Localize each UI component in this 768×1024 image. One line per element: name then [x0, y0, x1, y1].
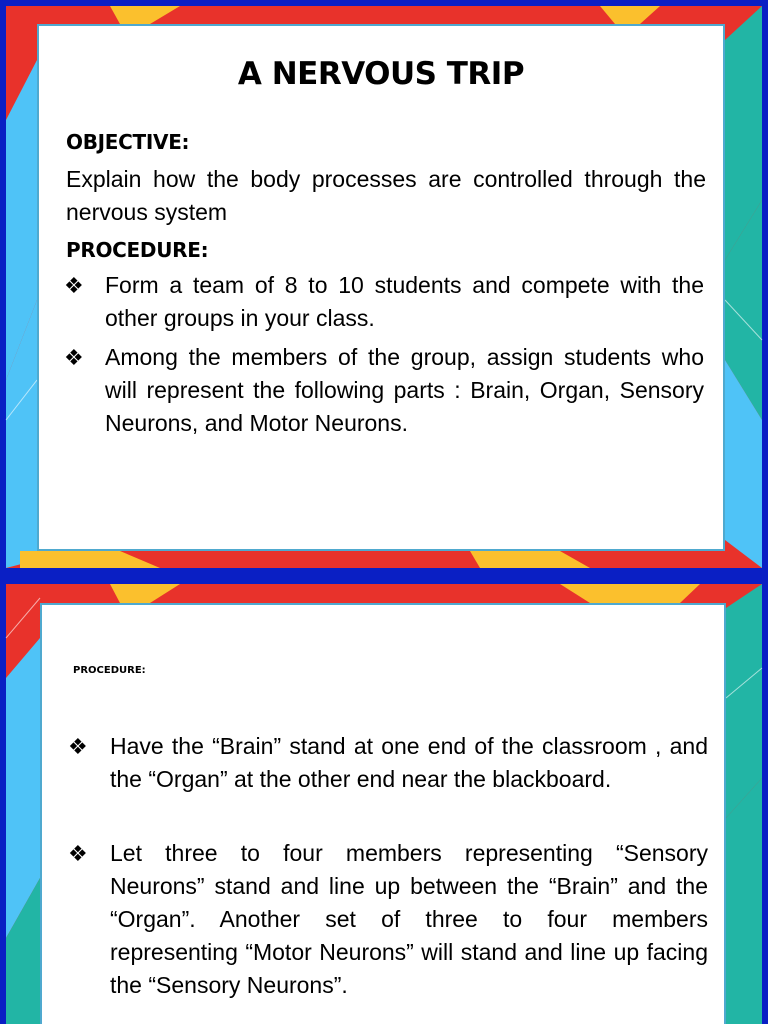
- diamond-bullet-icon: ❖: [68, 734, 88, 759]
- diamond-bullet-icon: ❖: [64, 345, 84, 370]
- list-item: [68, 730, 708, 796]
- list-item-text: Form a team of 8 to 10 students and compete with the other groups in your class.: [105, 272, 704, 331]
- list-item: [64, 341, 704, 440]
- list-item: [68, 837, 708, 1002]
- diamond-bullet-icon: ❖: [68, 841, 88, 866]
- list-item-text: Among the members of the group, assign students who will represent the following parts : Brain, Organ, Sensory Neurons, and Motor Neurons.: [105, 344, 704, 436]
- content-card: [40, 603, 726, 1024]
- procedure-label: PROCEDURE:: [66, 238, 209, 262]
- content-card: [37, 24, 725, 551]
- objective-label: OBJECTIVE:: [66, 130, 190, 154]
- slide-2: [0, 578, 768, 1024]
- objective-text: Explain how the body processes are controlled through the nervous system: [66, 166, 706, 225]
- slide-title: A NERVOUS TRIP: [237, 56, 525, 92]
- list-item-text: Let three to four members representing “Sensory Neurons” stand and line up between the “Brain” and the “Organ”. Another set of three to four members representing “Motor Neurons” will stand and line up facing the “Sensory Neurons”.: [110, 840, 708, 998]
- diamond-bullet-icon: ❖: [64, 273, 84, 298]
- list-item-text: Have the “Brain” stand at one end of the classroom , and the “Organ” at the other end near the blackboard.: [110, 733, 708, 792]
- procedure-label: PROCEDURE:: [73, 665, 146, 676]
- list-item: [64, 269, 704, 335]
